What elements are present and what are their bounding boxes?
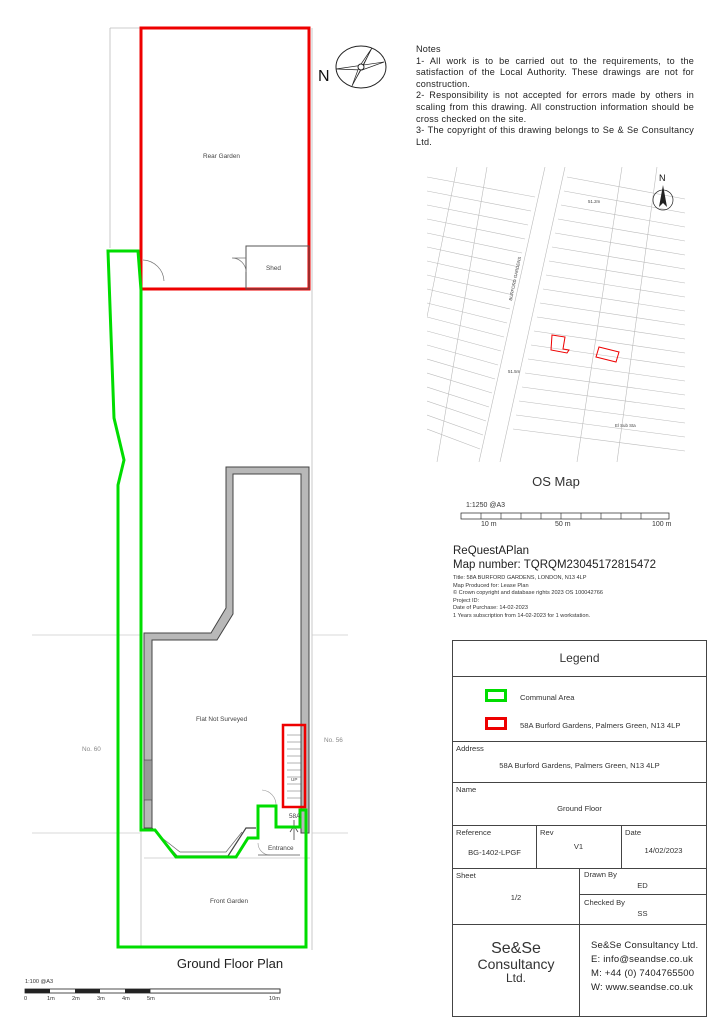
front-garden-label: Front Garden: [210, 898, 249, 905]
company-name: Se&Se Consultancy Ltd.: [591, 940, 699, 951]
shed-label: Shed: [266, 265, 281, 272]
name-label: Name: [456, 785, 477, 794]
plan-scale-bar: [25, 989, 280, 993]
os-scale-label: 1:1250 @A3: [466, 502, 506, 509]
note-item: 1- All work is to be carried out to the requirements, to the satisfaction of the Local Authority. These drawings are not for construction.: [416, 55, 694, 89]
company-mobile: M: +44 (0) 7404765500: [591, 968, 695, 979]
entrance-label: Entrance: [268, 845, 294, 852]
plan-scale-tick: 3m: [97, 996, 105, 1002]
compass-icon: [332, 42, 392, 92]
os-map-label: 51.2m: [588, 199, 601, 204]
reference-value: BG-1402-LPGF: [468, 848, 521, 857]
sheet-label: Sheet: [456, 871, 476, 880]
address-value: 58A Burford Gardens, Palmers Green, N13 4LP: [499, 761, 660, 770]
company-logo: [453, 941, 579, 985]
request-line: Date of Purchase: 14-02-2023: [453, 605, 528, 612]
os-map: [427, 167, 685, 462]
company-email: E: info@seandse.co.uk: [591, 954, 694, 965]
os-north-icon: [653, 173, 673, 210]
communal-area-swatch: [485, 689, 507, 702]
no60-label: No. 60: [82, 746, 101, 753]
request-line: 1 Years subscription from 14-02-2023 for 1 workstation.: [453, 612, 591, 619]
title-block: [452, 640, 707, 1017]
plan-scale-tick: 0: [24, 996, 28, 1002]
address-label: Address: [456, 744, 484, 753]
os-map-label: 51.5m: [508, 369, 521, 374]
requestaplan-brand: ReQuestAPlan: [453, 545, 530, 557]
legend-item-communal: Communal Area: [520, 693, 575, 702]
north-label: N: [318, 68, 330, 85]
logo-line: Se&Se: [491, 940, 541, 957]
note-item: 2- Responsibility is not accepted for errors made by others in scaling from this drawing. All construction information should be cross checked on the site.: [416, 90, 694, 124]
checked-by-value: SS: [637, 909, 648, 918]
sheet-value: 1/2: [510, 893, 522, 902]
legend-item-property: 58A Burford Gardens, Palmers Green, N13 4LP: [520, 721, 681, 730]
os-scale-tick: 10 m: [481, 521, 497, 528]
rev-label: Rev: [540, 828, 554, 837]
company-web: W: www.seandse.co.uk: [591, 982, 694, 993]
logo-line: Consultancy: [477, 956, 555, 972]
note-item: 3- The copyright of this drawing belongs to Se & Se Consultancy Ltd.: [416, 125, 694, 147]
os-street-label: BURFORD GARDENS: [508, 256, 523, 302]
name-value: Ground Floor: [557, 804, 602, 813]
drawn-by-label: Drawn By: [584, 870, 617, 879]
unit-label: 58A: [289, 813, 301, 820]
flat-label: Flat Not Surveyed: [196, 716, 248, 723]
plan-scale-tick: 10m: [269, 996, 280, 1002]
drawn-by-value: ED: [637, 881, 648, 890]
request-line: Map Produced for: Lease Plan: [453, 582, 529, 589]
os-map-title: OS Map: [532, 474, 580, 489]
checked-by-label: Checked By: [584, 898, 625, 907]
request-line: Title: 58A BURFORD GARDENS, LONDON, N13 4LP: [453, 575, 587, 581]
plan-title: Ground Floor Plan: [176, 956, 284, 971]
plan-scale-tick: 4m: [122, 996, 130, 1002]
logo-line: Ltd.: [505, 971, 526, 985]
request-line: Project ID:: [453, 597, 480, 604]
property-swatch: [485, 717, 507, 730]
notes-section: [416, 44, 694, 148]
legend-title: Legend: [559, 651, 600, 665]
plan-scale-label: 1:100 @A3: [25, 979, 54, 985]
os-scale-tick: 100 m: [652, 521, 672, 528]
date-value: 14/02/2023: [644, 846, 683, 855]
svg-text:N: N: [659, 173, 666, 183]
request-line: © Crown copyright and database rights 2023 OS 100042766: [453, 590, 603, 597]
plan-scale-tick: 1m: [47, 996, 55, 1002]
map-number: Map number: TQRQM23045172815472: [453, 559, 657, 571]
notes-heading: Notes: [416, 44, 441, 54]
no56-label: No. 56: [324, 737, 343, 744]
rev-value: V1: [573, 842, 584, 851]
request-details: [453, 575, 703, 621]
plan-scale-tick: 5m: [147, 996, 155, 1002]
plan-scale-tick: 2m: [72, 996, 80, 1002]
os-map-label: El Sub Sta: [615, 423, 636, 428]
rear-garden-label: Rear Garden: [203, 153, 240, 160]
os-scale-tick: 50 m: [555, 521, 571, 528]
up-label: UP: [291, 777, 298, 782]
communal-area-boundary: [108, 251, 306, 947]
reference-label: Reference: [456, 828, 492, 837]
date-label: Date: [625, 828, 642, 837]
